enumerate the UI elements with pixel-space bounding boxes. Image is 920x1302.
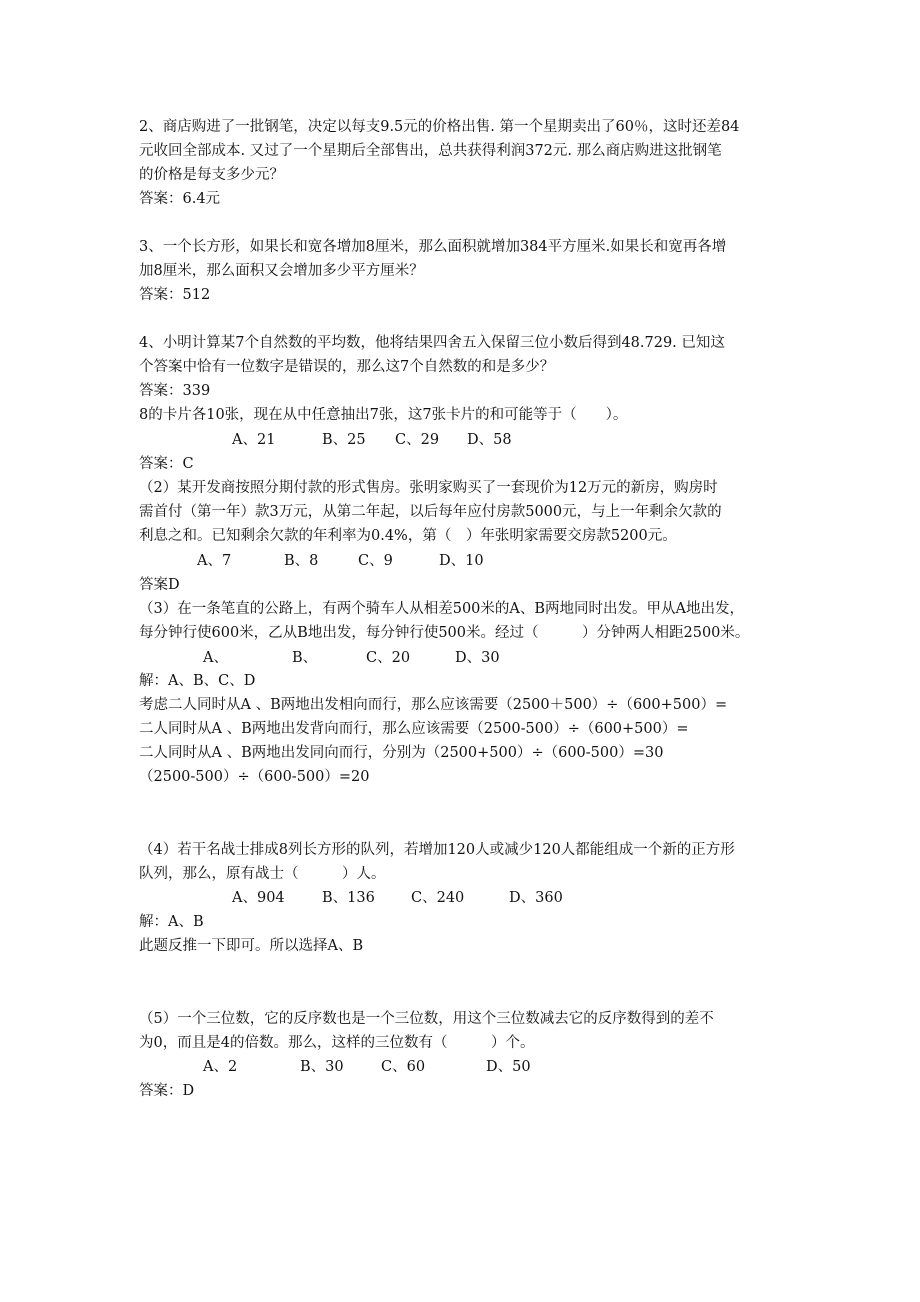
mc2-option-c: C、9 (358, 553, 393, 569)
mc4-text-line-1: （4）若干名战士排成8列长方形的队列，若增加120人或减少120人都能组成一个新的正方形 (139, 842, 735, 858)
mc3-solution: 解：A、B、C、D (139, 673, 256, 689)
mc4-explain-line-1: 此题反推一下即可。所以选择A、B (139, 938, 364, 954)
mc4-solution: 解：A、B (139, 914, 204, 930)
mc2-option-a: A、7 (197, 553, 232, 569)
mc3-explain-line-1: 考虑二人同时从A 、B两地出发相向而行，那么应该需要（2500＋500）÷（600+500）= (139, 697, 728, 713)
mc2-option-b: B、8 (284, 553, 319, 569)
mc2-option-d: D、10 (439, 553, 484, 569)
mc5-option-d: D、50 (486, 1059, 531, 1075)
mc3-explain-line-2: 二人同时从A 、B两地出发背向而行，那么应该需要（2500-500）÷（600+500）= (139, 721, 689, 737)
mc4-option-c: C、240 (411, 890, 465, 906)
mc4-option-a: A、904 (232, 890, 285, 906)
mc4-option-b: B、136 (322, 890, 375, 906)
mc1-option-a: A、21 (232, 432, 276, 448)
mc5-option-b: B、30 (300, 1059, 344, 1075)
q2-text-line-3: 的价格是每支多少元？ (139, 167, 284, 183)
mc3-option-a: A、 (203, 650, 228, 666)
mc3-text-line-2: 每分钟行使600米，乙从B地出发，每分钟行使500米。经过（ ）分钟两人相距2500米。 (139, 625, 750, 641)
mc5-text-line-2: 为0，而且是4的倍数。那么，这样的三位数有（ ）个。 (139, 1035, 535, 1051)
mc3-option-c: C、20 (366, 650, 411, 666)
q2-answer: 答案：6.4元 (139, 191, 221, 207)
q4-answer: 答案：339 (139, 383, 211, 399)
mc5-answer: 答案：D (139, 1083, 195, 1099)
mc3-explain-line-4: （2500-500）÷（600-500）=20 (139, 769, 370, 785)
q4-text-line-2: 个答案中恰有一位数字是错误的，那么这7个自然数的和是多少？ (139, 359, 555, 375)
mc3-text-line-1: （3）在一条笔直的公路上，有两个骑车人从相差500米的A、B两地同时出发。甲从A地出发， (139, 601, 744, 617)
q3-text-line-1: 3、一个长方形，如果长和宽各增加8厘米，那么面积就增加384平方厘米.如果长和宽再各增 (139, 239, 727, 255)
q4-text-line-1: 4、小明计算某7个自然数的平均数，他将结果四舍五入保留三位小数后得到48.729. 已知这 (139, 335, 725, 351)
mc3-option-b: B、 (292, 650, 318, 666)
mc3-explain-line-3: 二人同时从A 、B两地出发同向而行，分别为（2500+500）÷（600-500）=30 (139, 745, 664, 761)
mc2-answer: 答案D (139, 577, 180, 593)
mc5-option-a: A、2 (203, 1059, 238, 1075)
q2-text-line-2: 元收回全部成本. 又过了一个星期后全部售出，总共获得利润372元. 那么商店购进这批钢笔 (139, 143, 722, 159)
mc4-option-d: D、360 (509, 890, 563, 906)
mc2-text-line-1: （2）某开发商按照分期付款的形式售房。张明家购买了一套现价为12万元的新房，购房时 (139, 480, 718, 496)
mc2-text-line-3: 利息之和。已知剩余欠款的年利率为0.4%，第（ ）年张明家需要交房款5200元。 (139, 528, 677, 544)
mc5-text-line-1: （5）一个三位数，它的反序数也是一个三位数，用这个三位数减去它的反序数得到的差不 (139, 1011, 714, 1027)
mc2-text-line-2: 需首付（第一年）款3万元，从第二年起，以后每年应付房款5000元，与上一年剩余欠款的 (139, 504, 722, 520)
mc4-text-line-2: 队列，那么，原有战士（ ）人。 (139, 866, 386, 882)
mc3-option-d: D、30 (455, 650, 500, 666)
q2-text-line-1: 2、商店购进了一批钢笔，决定以每支9.5元的价格出售. 第一个星期卖出了60％，这时还差84 (139, 119, 740, 135)
q3-answer: 答案：512 (139, 287, 211, 303)
q3-text-line-2: 加8厘米，那么面积又会增加多少平方厘米？ (139, 263, 424, 279)
mc1-text-line-1: 8的卡片各10张，现在从中任意抽出7张，这7张卡片的和可能等于（ ）。 (139, 407, 628, 423)
mc1-option-b: B、25 (322, 432, 366, 448)
mc5-option-c: C、60 (381, 1059, 426, 1075)
mc1-option-d: D、58 (467, 432, 512, 448)
mc1-option-c: C、29 (395, 432, 440, 448)
mc1-answer: 答案：C (139, 456, 194, 472)
